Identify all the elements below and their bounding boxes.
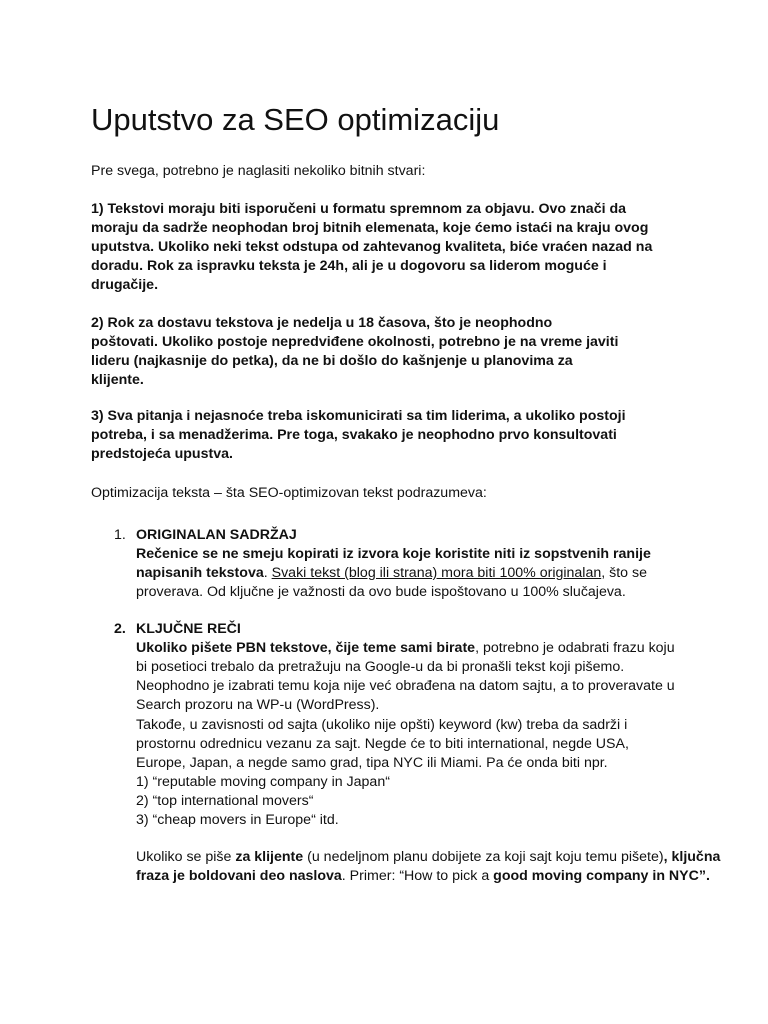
client-bold-text: fraza je boldovani deo naslova [136, 868, 342, 884]
rule1-line: moraju da sadrže neophodan broj bitnih elemenata, koje ćemo istaći na kraju ovog [91, 220, 649, 236]
rule2-line: poštovati. Ukoliko postoje nepredviđene okolnosti, potrebno je na vreme javiti [91, 334, 619, 350]
item1-text: , što se [601, 565, 647, 581]
item1-bold-text: napisanih tekstova [136, 565, 264, 581]
item2-line: Takođe, u zavisnosti od sajta (ukoliko nije opšti) keyword (kw) treba da sadrži i [136, 717, 628, 733]
item2-line: Neophodno je izabrati temu koja nije već obrađena na datom sajtu, a to proveravate u [136, 678, 675, 694]
list-number-2: 2. [114, 621, 126, 637]
client-line-1 [136, 848, 721, 867]
item1-heading: ORIGINALAN SADRŽAJ [136, 527, 297, 543]
client-bold-text: good moving company in NYC [493, 868, 699, 884]
item1-line: Rečenice se ne smeju kopirati iz izvora koje koristite niti iz sopstvenih ranije [136, 546, 651, 562]
item2-continuation [136, 716, 696, 830]
item2-line: bi posetioci trebalo da pretražuju na Google-u da bi pronašli tekst koji pišemo. [136, 659, 625, 675]
rule1-line: 1) Tekstovi moraju biti isporučeni u formatu spremnom za objavu. Ovo znači da [91, 201, 627, 217]
item2-text: , potrebno je odabrati frazu koju [475, 640, 675, 656]
item2-heading: KLJUČNE REČI [136, 621, 241, 637]
rule1-line: drugačije. [91, 277, 159, 293]
rule2-line: lideru (najkasnije do petka), da ne bi došlo do kašnjenje u planovima za [91, 353, 573, 369]
item1-separator: . [263, 565, 272, 581]
list-number-1: 1. [114, 527, 126, 543]
rule2-line: 2) Rok za dostavu tekstova je nedelja u 18 časova, što je neophodno [91, 315, 553, 331]
client-bold-text: , ključna [663, 849, 721, 865]
rule-paragraph-3 [91, 407, 691, 464]
client-text: (u nedeljnom planu dobijete za koji sajt koju temu pišete) [303, 849, 664, 865]
rule2-line: klijente. [91, 372, 144, 388]
optimization-intro-text: Optimizacija teksta – šta SEO-optimizovan tekst podrazumeva: [91, 485, 487, 501]
client-text: . Primer: “How to pick a [341, 868, 494, 884]
list-item-original-content [136, 526, 696, 602]
optimization-intro [91, 484, 691, 503]
rule3-line: potreba, i sa menadžerima. Pre toga, svakako je neophodno prvo konsultovati [91, 427, 617, 443]
rule-paragraph-2 [91, 314, 691, 390]
rule-paragraph-1 [91, 200, 691, 295]
intro-paragraph [91, 162, 691, 181]
example-keyword-3: 3) “cheap movers in Europe“ itd. [136, 812, 339, 828]
client-line-2 [136, 867, 710, 886]
rule3-line: 3) Sva pitanja i nejasnoće treba iskomunicirati sa tim liderima, a ukoliko postoji [91, 408, 626, 424]
intro-text: Pre svega, potrebno je naglasiti nekoliko bitnih stvari: [91, 163, 426, 179]
client-bold-text: ”. [698, 868, 710, 884]
item2-line: prostornu odrednicu vezanu za sajt. Negde će to biti international, negde USA, [136, 736, 629, 752]
item2-bold-text: Ukoliko pišete PBN tekstove, čije teme sami birate [136, 640, 476, 656]
item1-line: proverava. Od ključne je važnosti da ovo bude ispoštovano u 100% slučajeva. [136, 584, 626, 600]
client-text: Ukoliko se piše [136, 849, 236, 865]
rule1-line: uputstva. Ukoliko neki tekst odstupa od zahtevanog kvaliteta, biće vraćen nazad na [91, 239, 653, 255]
client-keyword-paragraph [136, 848, 721, 886]
example-keyword-1: 1) “reputable moving company in Japan“ [136, 774, 390, 790]
item2-line: Search prozoru na WP-u (WordPress). [136, 697, 380, 713]
example-keyword-2: 2) “top international movers“ [136, 793, 314, 809]
rule3-line: predstojeća upustva. [91, 446, 233, 462]
item2-line-mixed [136, 639, 696, 658]
item1-underlined-text: Svaki tekst (blog ili strana) mora biti 100% originalan [271, 565, 602, 581]
item1-line-mixed [136, 564, 696, 583]
rule1-line: doradu. Rok za ispravku teksta je 24h, ali je u dogovoru sa liderom moguće i [91, 258, 607, 274]
list-item-keywords [136, 620, 696, 715]
item2-line: Europe, Japan, a negde samo grad, tipa NYC ili Miami. Pa će onda biti npr. [136, 755, 608, 771]
client-bold-text: za klijente [235, 849, 304, 865]
document-title: Uputstvo za SEO optimizaciju [91, 102, 500, 137]
